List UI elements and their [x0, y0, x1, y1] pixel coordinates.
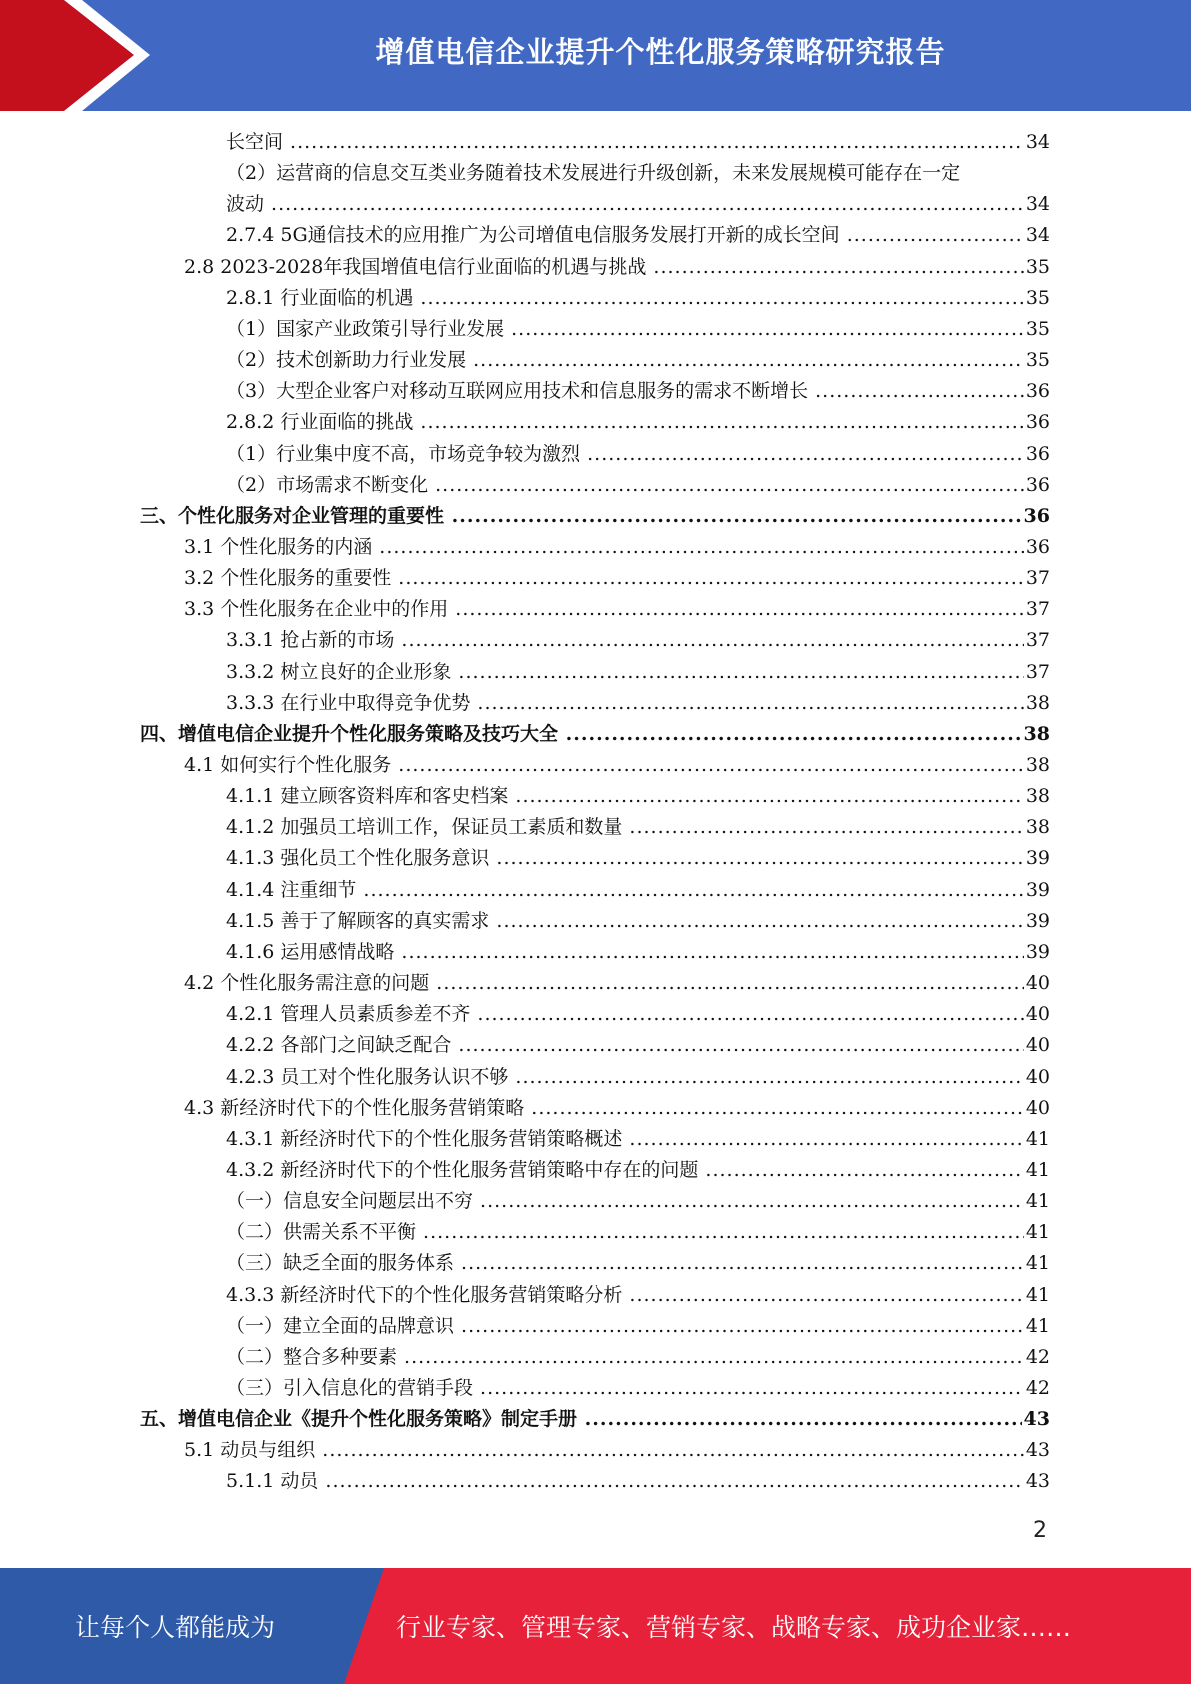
toc-entry-page: 35 — [1024, 252, 1050, 283]
toc-entry-page: 35 — [1024, 345, 1050, 376]
toc-entry[interactable] — [140, 999, 1050, 1030]
toc-entry-label: 4.3.1 新经济时代下的个性化服务营销策略概述 ..... — [140, 1124, 1050, 1155]
toc-entry-label: 4.2.1 管理人员素质参差不齐 ..... — [140, 999, 1050, 1030]
toc-entry-page: 43 — [1024, 1435, 1050, 1466]
toc-entry[interactable] — [140, 283, 1050, 314]
toc-entry-label: 3.3.2 树立良好的企业形象 ..... — [140, 657, 1050, 688]
toc-entry-label: 3.2 个性化服务的重要性 ..... — [140, 563, 1050, 594]
toc-entry-label: （一）信息安全问题层出不穷 ..... — [140, 1186, 1050, 1217]
toc-entry-page: 39 — [1024, 875, 1050, 906]
toc-entry[interactable] — [140, 1404, 1050, 1435]
toc-entry[interactable] — [140, 781, 1050, 812]
toc-entry-label: 4.3.3 新经济时代下的个性化服务营销策略分析 ..... — [140, 1280, 1050, 1311]
page-header — [0, 0, 1191, 111]
toc-entry-label: 三、个性化服务对企业管理的重要性 ..... — [140, 501, 1050, 532]
toc-entry-page: 38 — [1024, 750, 1050, 781]
toc-entry[interactable] — [140, 1124, 1050, 1155]
toc-entry-label: 4.1.3 强化员工个性化服务意识 ..... — [140, 843, 1050, 874]
toc-entry-label: 四、增值电信企业提升个性化服务策略及技巧大全 ..... — [140, 719, 1050, 750]
toc-entry-page: 41 — [1024, 1155, 1050, 1186]
toc-entry-label: 4.1.4 注重细节 ..... — [140, 875, 1050, 906]
toc-entry-label: 3.3.3 在行业中取得竞争优势 ..... — [140, 688, 1050, 719]
toc-entry-page: 41 — [1024, 1311, 1050, 1342]
toc-entry-page: 34 — [1024, 220, 1050, 251]
toc-entry[interactable] — [140, 470, 1050, 501]
toc-entry[interactable] — [140, 750, 1050, 781]
toc-entry-page: 41 — [1024, 1124, 1050, 1155]
toc-entry-label: （2）市场需求不断变化 ..... — [140, 470, 1050, 501]
toc-entry[interactable] — [140, 158, 1050, 189]
toc-entry-page: 34 — [1024, 189, 1050, 220]
toc-entry-label: 4.1.5 善于了解顾客的真实需求 ..... — [140, 906, 1050, 937]
toc-entry-page: 36 — [1024, 532, 1050, 563]
toc-entry-page: 36 — [1022, 501, 1050, 532]
toc-entry[interactable] — [140, 1217, 1050, 1248]
toc-entry-label: 4.3 新经济时代下的个性化服务营销策略 ..... — [140, 1093, 1050, 1124]
toc-entry[interactable] — [140, 1311, 1050, 1342]
toc-entry-label: （三）引入信息化的营销手段 ..... — [140, 1373, 1050, 1404]
toc-entry-page: 41 — [1024, 1217, 1050, 1248]
toc-entry[interactable] — [140, 189, 1050, 220]
page-number: 2 — [1033, 1518, 1047, 1543]
toc-entry[interactable] — [140, 1342, 1050, 1373]
toc-entry-label: （3）大型企业客户对移动互联网应用技术和信息服务的需求不断增长 ..... — [140, 376, 1050, 407]
toc-entry[interactable] — [140, 843, 1050, 874]
toc-entry-label: 3.3 个性化服务在企业中的作用 ..... — [140, 594, 1050, 625]
toc-entry-label: （二）整合多种要素 ..... — [140, 1342, 1050, 1373]
toc-entry-page: 35 — [1024, 283, 1050, 314]
toc-entry-page: 40 — [1024, 1093, 1050, 1124]
toc-entry-page: 39 — [1024, 937, 1050, 968]
toc-entry-label: （三）缺乏全面的服务体系 ..... — [140, 1248, 1050, 1279]
document-title: 增值电信企业提升个性化服务策略研究报告 — [375, 34, 946, 69]
toc-entry-page: 42 — [1024, 1373, 1050, 1404]
toc-entry-label: 4.1.2 加强员工培训工作，保证员工素质和数量 ..... — [140, 812, 1050, 843]
toc-entry-label: 3.1 个性化服务的内涵 ..... — [140, 532, 1050, 563]
toc-entry-label: 五、增值电信企业《提升个性化服务策略》制定手册 ..... — [140, 1404, 1050, 1435]
toc-entry-label: 4.1.6 运用感情战略 ..... — [140, 937, 1050, 968]
toc-entry-page: 40 — [1024, 1030, 1050, 1061]
toc-entry-page: 34 — [1024, 127, 1050, 158]
toc-entry-label: 5.1.1 动员 ..... — [140, 1466, 1050, 1497]
toc-entry-page: 40 — [1024, 968, 1050, 999]
toc-entry[interactable] — [140, 1280, 1050, 1311]
toc-entry-label: 长空间 ..... — [140, 127, 1050, 158]
toc-entry-label: 4.1.1 建立顾客资料库和客史档案 ..... — [140, 781, 1050, 812]
toc-entry-page: 37 — [1024, 625, 1050, 656]
toc-entry[interactable] — [140, 563, 1050, 594]
footer-slogan-left: 让每个人都能成为 — [74, 1613, 275, 1642]
toc-entry[interactable] — [140, 1093, 1050, 1124]
toc-entry[interactable] — [140, 657, 1050, 688]
toc-entry-page: 41 — [1024, 1186, 1050, 1217]
toc-entry-page: 41 — [1024, 1280, 1050, 1311]
toc-entry-page: 38 — [1024, 781, 1050, 812]
toc-entry[interactable] — [140, 252, 1050, 283]
toc-entry[interactable] — [140, 345, 1050, 376]
toc-entry[interactable] — [140, 968, 1050, 999]
toc-entry[interactable] — [140, 1435, 1050, 1466]
toc-entry-label: 5.1 动员与组织 ..... — [140, 1435, 1050, 1466]
toc-entry[interactable] — [140, 875, 1050, 906]
toc-entry-label: 2.8.2 行业面临的挑战 ..... — [140, 407, 1050, 438]
toc-entry[interactable] — [140, 1186, 1050, 1217]
toc-entry[interactable] — [140, 688, 1050, 719]
toc-entry-page: 38 — [1024, 688, 1050, 719]
toc-entry[interactable] — [140, 220, 1050, 251]
toc-entry-page: 43 — [1024, 1466, 1050, 1497]
toc-entry-page: 36 — [1024, 376, 1050, 407]
toc-entry-label: 波动 ..... — [140, 189, 1050, 220]
toc-entry-page: 37 — [1024, 594, 1050, 625]
toc-entry[interactable] — [140, 1373, 1050, 1404]
toc-entry-label: 4.2.2 各部门之间缺乏配合 ..... — [140, 1030, 1050, 1061]
toc-entry[interactable] — [140, 625, 1050, 656]
toc-entry-label: 3.3.1 抢占新的市场 ..... — [140, 625, 1050, 656]
toc-entry[interactable] — [140, 906, 1050, 937]
toc-entry-page: 39 — [1024, 906, 1050, 937]
toc-entry[interactable] — [140, 501, 1050, 532]
footer-slogan-right: 行业专家、管理专家、营销专家、战略专家、成功企业家…… — [396, 1613, 1072, 1642]
toc-entry-label: （2）技术创新助力行业发展 ..... — [140, 345, 1050, 376]
toc-entry-label: 4.3.2 新经济时代下的个性化服务营销策略中存在的问题 ..... — [140, 1155, 1050, 1186]
toc-entry-label: （1）行业集中度不高，市场竞争较为激烈 ..... — [140, 439, 1050, 470]
toc-entry-page: 36 — [1024, 407, 1050, 438]
toc-entry-label: 2.8 2023-2028年我国增值电信行业面临的机遇与挑战 ..... — [140, 252, 1050, 283]
toc-entry-page: 42 — [1024, 1342, 1050, 1373]
toc-entry-page: 43 — [1022, 1404, 1050, 1435]
toc-entry-label: 4.2 个性化服务需注意的问题 ..... — [140, 968, 1050, 999]
toc-entry[interactable] — [140, 1155, 1050, 1186]
toc-entry-label: 2.7.4 5G通信技术的应用推广为公司增值电信服务发展打开新的成长空间 ..... — [140, 220, 1050, 251]
toc-entry-page: 38 — [1022, 719, 1050, 750]
toc-entry-page: 37 — [1024, 657, 1050, 688]
toc-entry[interactable] — [140, 719, 1050, 750]
toc-entry-page: 41 — [1024, 1248, 1050, 1279]
toc-entry-label: 4.1 如何实行个性化服务 ..... — [140, 750, 1050, 781]
toc-entry[interactable] — [140, 439, 1050, 470]
toc-entry[interactable] — [140, 1030, 1050, 1061]
toc-entry[interactable] — [140, 376, 1050, 407]
toc-entry[interactable] — [140, 407, 1050, 438]
toc-entry[interactable] — [140, 1062, 1050, 1093]
page-footer — [0, 1568, 1191, 1684]
toc-entry[interactable] — [140, 594, 1050, 625]
toc-entry-label: （1）国家产业政策引导行业发展 ..... — [140, 314, 1050, 345]
toc-entry[interactable] — [140, 127, 1050, 158]
toc-entry[interactable] — [140, 1466, 1050, 1497]
toc-entry[interactable] — [140, 1248, 1050, 1279]
toc-entry-page: 39 — [1024, 843, 1050, 874]
toc-entry-label: 4.2.3 员工对个性化服务认识不够 ..... — [140, 1062, 1050, 1093]
toc-entry-page: 35 — [1024, 314, 1050, 345]
toc-entry-page: 36 — [1024, 470, 1050, 501]
toc-entry-page: 40 — [1024, 999, 1050, 1030]
toc-entry-label: （二）供需关系不平衡 ..... — [140, 1217, 1050, 1248]
toc-entry-page: 40 — [1024, 1062, 1050, 1093]
toc-entry-label: （一）建立全面的品牌意识 ..... — [140, 1311, 1050, 1342]
toc-entry[interactable] — [140, 532, 1050, 563]
toc-entry-page: 38 — [1024, 812, 1050, 843]
toc-entry-label: 2.8.1 行业面临的机遇 ..... — [140, 283, 1050, 314]
toc-entry-label: （2）运营商的信息交互类业务随着技术发展进行升级创新，未来发展规模可能存在一定 — [226, 162, 961, 185]
toc-entry[interactable] — [140, 812, 1050, 843]
toc-entry-page: 36 — [1024, 439, 1050, 470]
toc-entry[interactable] — [140, 314, 1050, 345]
toc-entry[interactable] — [140, 937, 1050, 968]
toc-entry-page: 37 — [1024, 563, 1050, 594]
